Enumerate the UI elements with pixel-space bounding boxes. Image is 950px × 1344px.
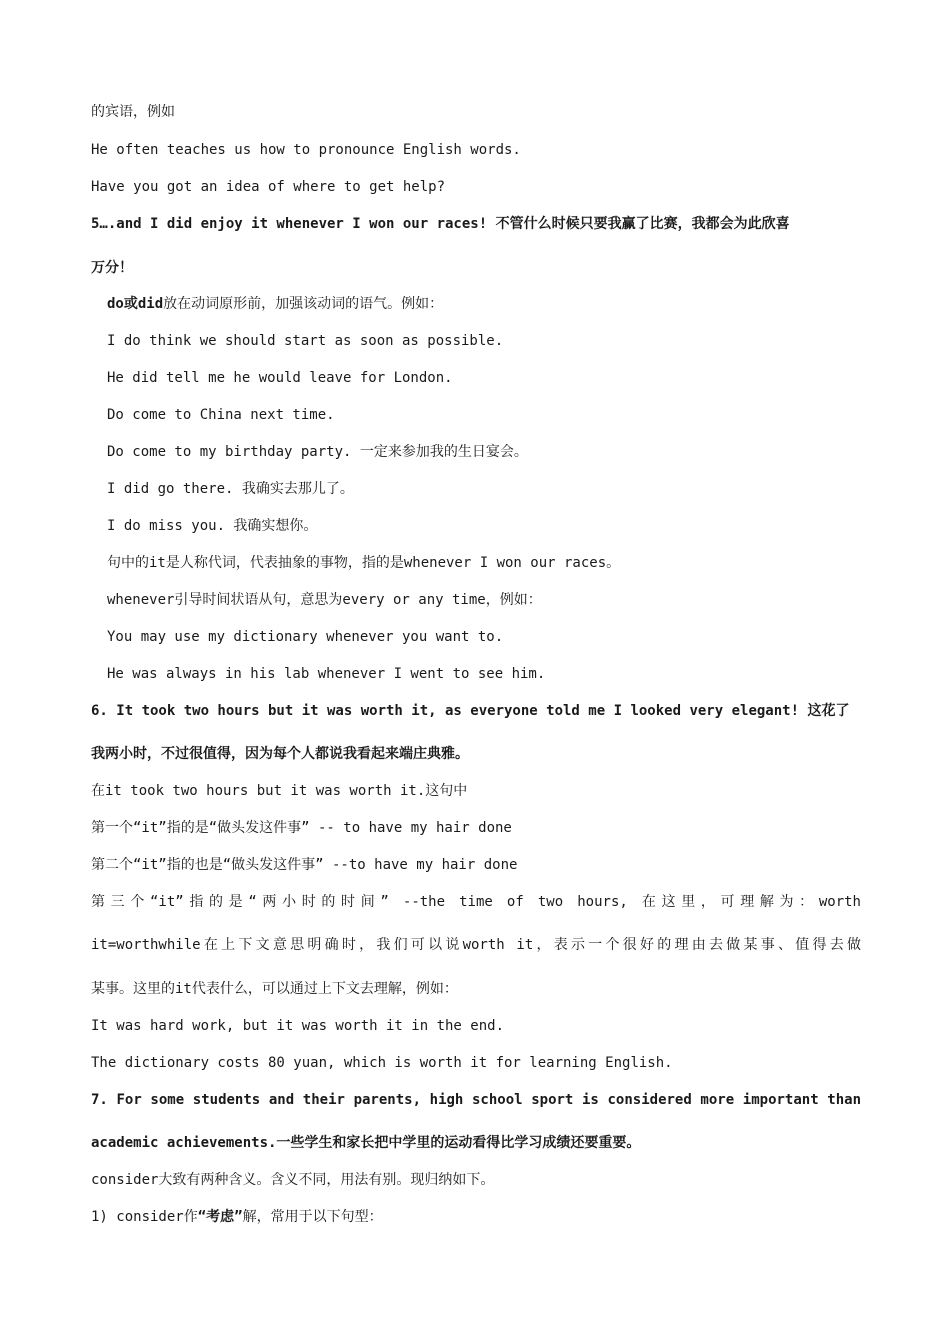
emphasis: do或did bbox=[107, 296, 164, 312]
text-line: Have you got an idea of where to get help? bbox=[91, 179, 446, 195]
heading-line: 5….and I did enjoy it whenever I won our races! 不管什么时候只要我赢了比赛，我都会为此欣喜 bbox=[91, 216, 790, 232]
heading-line: 万分！ bbox=[91, 260, 133, 276]
text-line: whenever引导时间状语从句，意思为every or any time，例如： bbox=[107, 592, 542, 608]
example-line: The dictionary costs 80 yuan, which is worth it for learning English. bbox=[91, 1055, 673, 1071]
text-span: 解，常用于以下句型： bbox=[242, 1209, 383, 1225]
example-line: He did tell me he would leave for London. bbox=[107, 370, 453, 386]
emphasis: “考虑” bbox=[197, 1209, 243, 1225]
text-span: 放在动词原形前，加强该动词的语气。例如： bbox=[163, 296, 444, 312]
example-line: I do miss you. 我确实想你。 bbox=[107, 518, 318, 534]
text-line: 某事。这里的it代表什么，可以通过上下文去理解，例如： bbox=[91, 981, 458, 997]
example-line: It was hard work, but it was worth it in the end. bbox=[91, 1018, 505, 1034]
text-line: 第三个“it”指的是“两小时的时间” --the time of two hours, 在这里，可理解为：worth bbox=[91, 894, 861, 910]
text-line: He often teaches us how to pronounce English words. bbox=[91, 142, 521, 158]
heading-line: 6. It took two hours but it was worth it, as everyone told me I looked very elegant! 这花了 bbox=[91, 703, 850, 719]
text-line bbox=[91, 1207, 861, 1227]
example-line: Do come to China next time. bbox=[107, 407, 335, 423]
text-line: consider大致有两种含义。含义不同，用法有别。现归纳如下。 bbox=[91, 1172, 495, 1188]
example-line: He was always in his lab whenever I went to see him. bbox=[107, 666, 546, 682]
text-line: 第二个“it”指的也是“做头发这件事” --to have my hair done bbox=[91, 857, 518, 873]
example-line: You may use my dictionary whenever you want to. bbox=[107, 629, 504, 645]
heading-line: 7. For some students and their parents, high school sport is considered more important than bbox=[91, 1092, 861, 1108]
heading-line: academic achievements.一些学生和家长把中学里的运动看得比学习成绩还要重要。 bbox=[91, 1135, 641, 1151]
text-line: it=worthwhile在上下文意思明确时，我们可以说worth it，表示一个很好的理由去做某事、值得去做 bbox=[91, 937, 861, 953]
text-line: 的宾语，例如 bbox=[91, 104, 175, 120]
text-line: 在it took two hours but it was worth it.这句中 bbox=[91, 783, 468, 799]
text-line: 第一个“it”指的是“做头发这件事” -- to have my hair done bbox=[91, 820, 512, 836]
example-line: I did go there. 我确实去那儿了。 bbox=[107, 481, 354, 497]
text-span: 1) consider作 bbox=[91, 1209, 198, 1225]
example-line: Do come to my birthday party. 一定来参加我的生日宴会。 bbox=[107, 444, 528, 460]
text-line: 句中的it是人称代词，代表抽象的事物，指的是whenever I won our races。 bbox=[107, 555, 621, 571]
example-line: I do think we should start as soon as possible. bbox=[107, 333, 504, 349]
heading-line: 我两小时，不过很值得，因为每个人都说我看起来端庄典雅。 bbox=[91, 746, 469, 762]
text-line bbox=[107, 294, 861, 314]
